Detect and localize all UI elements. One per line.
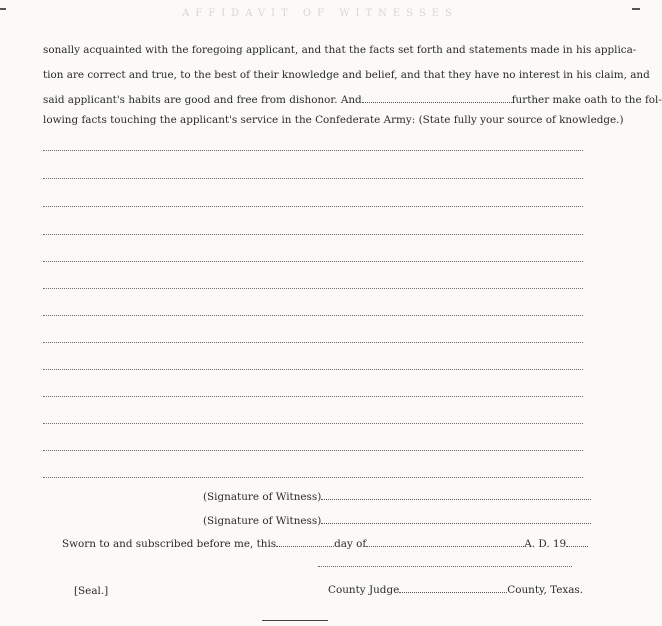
witness-2-signature-row <box>203 514 591 527</box>
sworn-year-blank[interactable] <box>566 537 588 547</box>
paragraph-line-4: lowing facts touching the applicant's service in the Confederate Army: (State fully your source of knowledge.) <box>43 114 624 126</box>
left-edge-mark <box>0 8 6 10</box>
paragraph-line-3 <box>43 93 662 106</box>
facts-line[interactable] <box>43 206 583 207</box>
facts-line[interactable] <box>43 477 583 478</box>
ad-year-text: A. D. 19 <box>524 538 567 550</box>
facts-line[interactable] <box>43 450 583 451</box>
seal-label: [Seal.] <box>74 585 109 597</box>
sworn-month-blank[interactable] <box>366 537 524 547</box>
paragraph-line-1: sonally acquainted with the foregoing applicant, and that the facts set forth and statements made in his applica- <box>43 44 637 56</box>
paragraph-line-2: tion are correct and true, to the best of their knowledge and belief, and that they have no interest in his claim, and <box>43 69 650 81</box>
facts-line[interactable] <box>43 261 583 262</box>
county-judge-label: County Judge <box>328 584 400 596</box>
day-of-text: day of <box>334 538 367 550</box>
paragraph-line-3-start: said applicant's habits are good and free from dishonor. And <box>43 94 362 106</box>
witness-1-label: (Signature of Witness) <box>203 491 322 503</box>
right-edge-mark <box>632 8 640 10</box>
county-judge-row <box>328 583 583 596</box>
county-name-blank[interactable] <box>399 583 507 593</box>
bottom-rule <box>262 620 328 621</box>
witness-1-signature-row <box>203 490 591 503</box>
facts-line[interactable] <box>43 150 583 151</box>
paragraph-line-3-end: further make oath to the fol- <box>511 94 662 106</box>
affiant-names-blank[interactable] <box>362 93 512 103</box>
sworn-text: Sworn to and subscribed before me, this <box>62 538 277 550</box>
witness-1-signature-blank[interactable] <box>321 490 591 500</box>
witness-2-signature-blank[interactable] <box>321 514 591 524</box>
sworn-day-blank[interactable] <box>276 537 334 547</box>
facts-line[interactable] <box>43 369 583 370</box>
facts-line[interactable] <box>43 234 583 235</box>
facts-line[interactable] <box>43 342 583 343</box>
facts-line[interactable] <box>43 396 583 397</box>
judge-signature-line[interactable] <box>318 566 572 567</box>
facts-line[interactable] <box>43 423 583 424</box>
facts-line[interactable] <box>43 178 583 179</box>
county-texas-label: County, Texas. <box>507 584 584 596</box>
faint-header-text: AFFIDAVIT OF WITNESSES <box>182 8 458 19</box>
sworn-row <box>62 537 588 550</box>
facts-line[interactable] <box>43 288 583 289</box>
facts-line[interactable] <box>43 315 583 316</box>
witness-2-label: (Signature of Witness) <box>203 515 322 527</box>
